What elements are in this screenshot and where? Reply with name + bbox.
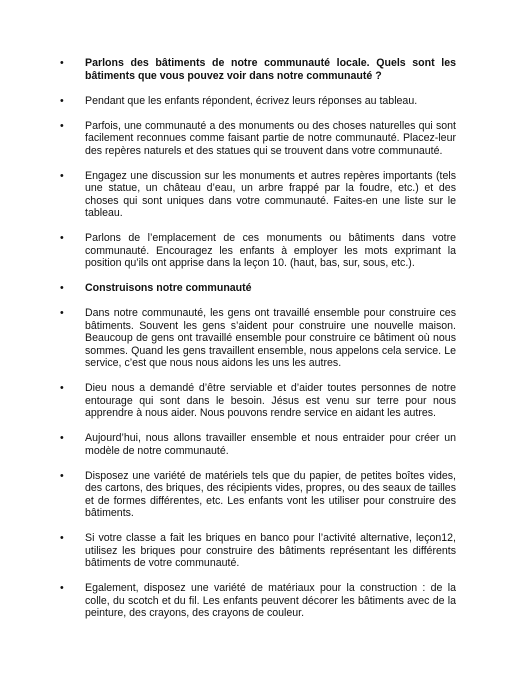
bullet-text: Engagez une discussion sur les monuments et autres repères importants (tels une statue, un château d’eau, un arbre frappé par la foudre, etc.) et des choses qui sont uniques dans votre communauté. Faites-en une liste sur le tableau. (85, 169, 456, 219)
bullet-item-9 (60, 432, 456, 457)
bullet-list (60, 57, 456, 632)
bullet-item-6 (60, 282, 456, 295)
bullet-item-5 (60, 232, 456, 270)
bullet-text: Disposez une variété de matériels tels que du papier, de petites boîtes vides, des cartons, des briques, des récipients vides, propres, ou des seaux de tailles et de formes différentes, etc. Les enfants vont les utiliser pour construire des bâtiments. (85, 469, 456, 519)
bullet-item-8 (60, 382, 456, 420)
bullet-glyph: • (60, 94, 64, 107)
bullet-text: Dieu nous a demandé d’être serviable et d’aider toutes personnes de notre entourage qui sont dans le besoin. Jésus est venu sur terre pour nous apprendre à nous aider. Nous pouvons rendre service en aidant les autres. (85, 382, 456, 419)
bullet-glyph: • (60, 469, 64, 482)
bullet-item-10 (60, 470, 456, 520)
bullet-text: Aujourd’hui, nous allons travailler ensemble et nous entraider pour créer un modèle de notre communauté. (85, 432, 456, 457)
bullet-item-7 (60, 307, 456, 370)
bullet-glyph: • (60, 307, 64, 319)
bullet-glyph: • (60, 57, 64, 69)
bullet-text: Egalement, disposez une variété de matériaux pour la construction : de la colle, du scotch et du fil. Les enfants peuvent décorer les bâtiments avec de la peinture, des crayons, des crayons de couleur. (85, 582, 456, 619)
bullet-text: Parlons de l’emplacement de ces monuments ou bâtiments dans votre communauté. Encouragez les enfants à employer les mots exprimant la position qu’ils ont apprise dans la leçon 10. (haut, bas, sur, sous, etc.). (85, 232, 456, 269)
bullet-text: Parfois, une communauté a des monuments ou des choses naturelles qui sont facilement reconnues comme faisant partie de notre communauté. Placez-leur des repères naturels et des statues qui se trouvent dans votre communauté. (85, 119, 456, 157)
bullet-item-12 (60, 582, 456, 620)
bullet-item-1 (60, 57, 456, 82)
bullet-glyph: • (60, 532, 64, 544)
bullet-item-2 (60, 95, 456, 108)
bullet-text: Si votre classe a fait les briques en banco pour l’activité alternative, leçon12, utilisez les briques pour construire des bâtiments représentant les différents bâtiments de votre communauté. (85, 532, 456, 569)
bullet-glyph: • (60, 232, 64, 244)
bullet-text: Dans notre communauté, les gens ont travaillé ensemble pour construire ces bâtiments. Souvent les gens s’aident pour construire une nouvelle maison. Beaucoup de gens ont travaillé ensemble pour construire ce bâtiment où nous sommes. Quand les gens travaillent ensemble, nous appelons cela service. Le service, c’est que nous nous aidons les uns les autres. (85, 307, 456, 369)
bullet-glyph: • (60, 282, 64, 294)
bullet-glyph: • (60, 169, 64, 182)
bullet-glyph: • (60, 432, 64, 444)
bullet-item-4 (60, 170, 456, 220)
bullet-glyph: • (60, 582, 64, 594)
bullet-text: Construisons notre communauté (85, 282, 252, 294)
bullet-item-3 (60, 120, 456, 158)
bullet-glyph: • (60, 119, 64, 132)
bullet-glyph: • (60, 382, 64, 394)
bullet-item-11 (60, 532, 456, 570)
bullet-text: Pendant que les enfants répondent, écrivez leurs réponses au tableau. (85, 94, 418, 107)
bullet-text: Parlons des bâtiments de notre communauté locale. Quels sont les bâtiments que vous pouvez voir dans notre communauté ? (85, 57, 456, 82)
